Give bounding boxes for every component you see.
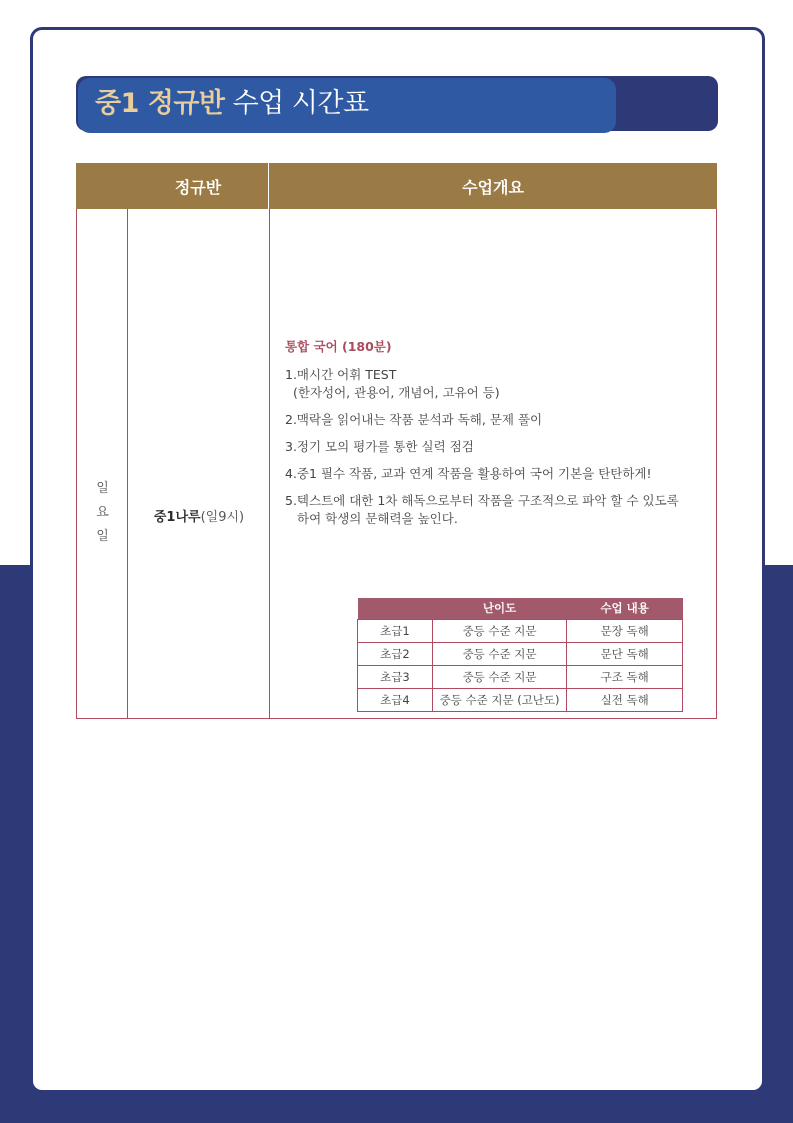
table-header — [76, 163, 717, 209]
difficulty-table — [357, 598, 683, 712]
title-accent: 중1 정규반 — [95, 88, 225, 119]
day-label — [77, 477, 128, 549]
item-subtext: (한자성어, 관용어, 개념어, 고유어 등) — [293, 385, 500, 400]
difficulty-header-difficulty: 난이도 — [432, 598, 567, 619]
difficulty-header-row — [358, 598, 683, 619]
class-label — [128, 506, 270, 525]
level-cell: 초급2 — [358, 642, 433, 665]
page-title — [95, 84, 369, 124]
difficulty-cell: 중등 수준 지문 — [432, 619, 567, 642]
list-item — [285, 438, 717, 456]
subject-title: 통합 국어 (180분) — [285, 339, 392, 354]
list-item — [285, 411, 717, 429]
item-text: 5.텍스트에 대한 1차 해독으로부터 작품을 구조적으로 파악 할 수 있도록 — [285, 493, 679, 508]
header-overview: 수업개요 — [462, 177, 524, 197]
difficulty-header-content: 수업 내용 — [567, 598, 683, 619]
table-row — [358, 642, 683, 665]
header-class: 정규반 — [76, 163, 269, 209]
difficulty-cell: 중등 수준 지문 — [432, 642, 567, 665]
day-char: 일 — [96, 529, 109, 544]
content-cell: 구조 독해 — [567, 665, 683, 688]
day-cell — [77, 209, 128, 718]
content-cell: 실전 독해 — [567, 688, 683, 711]
schedule-table — [76, 163, 717, 719]
item-text: 3.정기 모의 평가를 통한 실력 점검 — [285, 439, 474, 454]
difficulty-cell: 중등 수준 지문 — [432, 665, 567, 688]
overview-cell — [270, 209, 716, 718]
day-char: 일 — [96, 481, 109, 496]
content-cell: 문장 독해 — [567, 619, 683, 642]
level-cell: 초급4 — [358, 688, 433, 711]
overview-list — [285, 366, 717, 537]
table-row — [358, 688, 683, 711]
list-item — [285, 366, 717, 402]
content-cell: 문단 독해 — [567, 642, 683, 665]
table-row — [358, 665, 683, 688]
item-text: 4.중1 필수 작품, 교과 연계 작품을 활용하여 국어 기본을 탄탄하게! — [285, 466, 652, 481]
difficulty-header-level — [358, 598, 433, 619]
item-text: 2.맥락을 읽어내는 작품 분석과 독해, 문제 풀이 — [285, 412, 543, 427]
level-cell: 초급3 — [358, 665, 433, 688]
item-text: 1.매시간 어휘 TEST — [285, 367, 397, 382]
title-rest: 수업 시간표 — [224, 88, 369, 119]
list-item — [285, 465, 717, 483]
difficulty-cell: 중등 수준 지문 (고난도) — [432, 688, 567, 711]
class-cell — [128, 209, 270, 718]
list-item — [285, 492, 717, 528]
level-cell: 초급1 — [358, 619, 433, 642]
table-body — [76, 209, 717, 719]
class-schedule: (일9시) — [200, 510, 245, 525]
item-text-continued: 하여 학생의 문해력을 높인다. — [297, 511, 458, 526]
day-char: 요 — [96, 505, 109, 520]
table-row — [358, 619, 683, 642]
class-name: 중1나루 — [153, 510, 201, 525]
